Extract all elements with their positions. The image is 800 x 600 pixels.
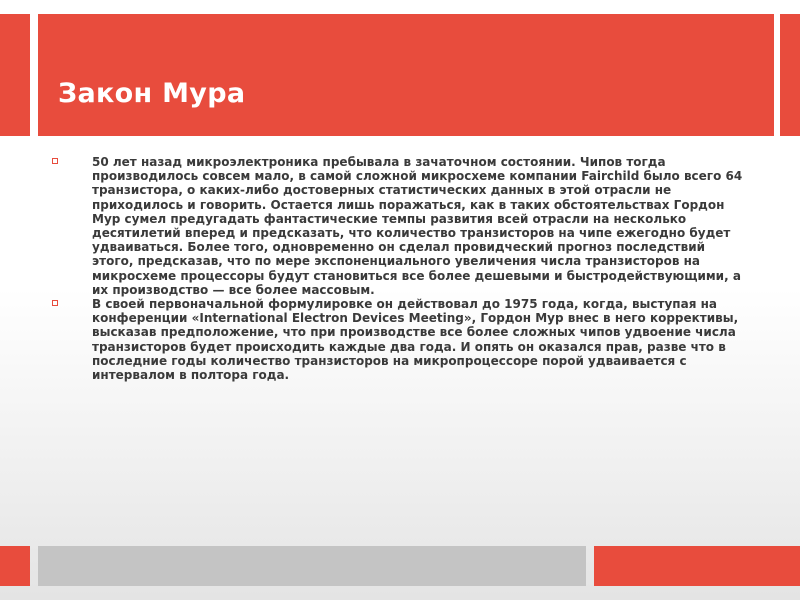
square-bullet-icon: [52, 300, 58, 306]
slide-title: Закон Мура: [58, 78, 246, 109]
bullet-text: В своей первоначальной формулировке он действовал до 1975 года, когда, выступая на конференции «International Electron Devices Meeting», Гордон Мур внес в него коррективы, высказав предположение, что при производстве все более сложных чипов удвоение числа транзисторов будет происходить каждые два года. И опять он оказался прав, разве что в последние годы количество транзисторов на микропроцессоре порой удваивается с интервалом в полтора года.: [92, 297, 739, 383]
bullet-text: 50 лет назад микроэлектроника пребывала в зачаточном состоянии. Чипов тогда производилось совсем мало, в самой сложной микросхеме компании Fairchild было всего 64 транзистора, о каких-либо достоверных статистических данных в этой отрасли не приходилось и говорить. Остается лишь поражаться, как в таких обстоятельствах Гордон Мур сумел предугадать фантастические темпы развития всей отрасли на несколько десятилетий вперед и предсказать, что количество транзисторов на чипе ежегодно будет удваиваться. Более того, одновременно он сделал провидческий прогноз последствий этого, предсказав, что по мере экспоненциального увеличения числа транзисторов на микросхеме процессоры будут становиться все более дешевыми и быстродействующими, а их производство — все более массовым.: [92, 155, 743, 297]
bottom-band: [38, 546, 586, 586]
top-left-accent-block: [0, 14, 30, 136]
bottom-left-accent-block: [0, 546, 30, 586]
title-band: [38, 14, 774, 136]
bullet-item: [50, 155, 750, 297]
top-right-accent-block: [780, 14, 800, 136]
bullet-list: [50, 155, 750, 382]
bullet-item: [50, 297, 750, 382]
bottom-right-accent-block: [594, 546, 800, 586]
square-bullet-icon: [52, 158, 58, 164]
